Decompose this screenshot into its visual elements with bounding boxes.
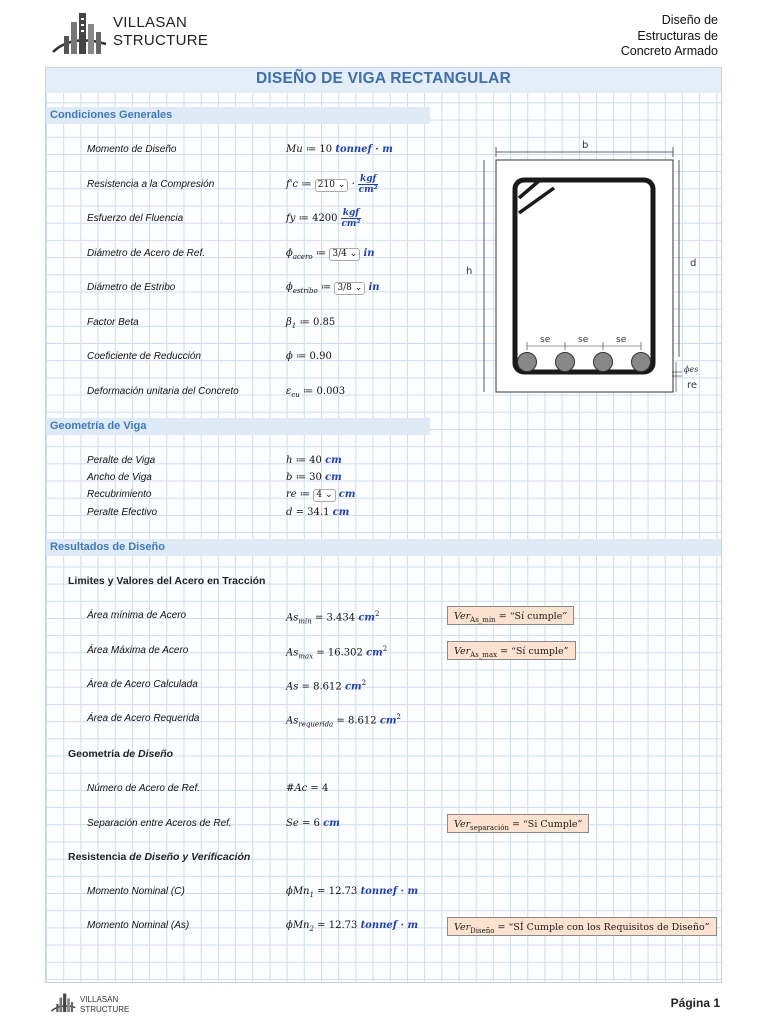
phi-acero-dropdown[interactable] [329, 248, 360, 261]
section-general [46, 107, 430, 124]
design-geometry-heading [68, 748, 173, 760]
rebar-3 [594, 353, 613, 372]
fy-var: fy [286, 213, 296, 224]
section-results-label: Resultados de Diseño [50, 541, 165, 553]
logo-wordmark [113, 14, 208, 50]
phi-acero-value: 3/4 [332, 249, 347, 259]
sep-formula: Se = 6 cm [286, 818, 340, 829]
moment-value[interactable]: 10 [319, 144, 333, 155]
ecu-value[interactable]: 0.003 [316, 386, 346, 397]
d-unit: cm [332, 507, 350, 518]
phi-acero-label: Diámetro de Acero de Ref. [87, 248, 206, 259]
nac-label: Número de Acero de Ref. [87, 783, 201, 794]
mn2-formula: ϕMn$_2$ = 12.73 tonnef · m [286, 920, 419, 933]
asmax-check-value: “Sí cumple” [511, 646, 569, 657]
re-var: re [286, 489, 297, 500]
fy-label: Esfuerzo del Fluencia [87, 213, 184, 224]
header-line-2: Estructuras de [637, 28, 718, 43]
asreq-label: Área de Acero Requerida [87, 713, 200, 724]
ecu-sub: cu [291, 391, 300, 399]
beam-section-diagram [462, 135, 722, 397]
re-dropdown[interactable] [313, 489, 335, 502]
asmax-sub: max [298, 652, 314, 661]
mn2-value: 12.73 [328, 920, 358, 931]
phi-var: ϕ [286, 351, 293, 362]
d-var: d [286, 507, 293, 518]
phi-acero-unit: in [363, 248, 375, 259]
asmin-var: As [286, 612, 299, 624]
nac-formula: #Ac = 4 [286, 783, 329, 794]
footer-logo-line-2: STRUCTURE [80, 1004, 130, 1014]
sep-label: Separación entre Aceros de Ref. [87, 818, 232, 829]
chevron-down-icon: ⌄ [354, 283, 363, 293]
fc-var: f'c [286, 179, 299, 190]
fy-unit [341, 208, 361, 229]
re-unit: cm [338, 489, 356, 500]
asmin-unit: cm [358, 612, 376, 624]
building-logo-icon [50, 8, 112, 60]
phi-estribo-var: ϕ [286, 282, 293, 293]
phi-es-label: ϕes [684, 365, 699, 374]
mn1-value: 12.73 [328, 886, 358, 897]
sep-check-var: Ver [454, 819, 471, 830]
b-value[interactable]: 30 [309, 472, 322, 483]
sep-unit: cm [323, 818, 340, 829]
mn1-sub: 1 [309, 891, 314, 899]
phi-estribo-sub: estribo [292, 287, 318, 295]
se-label-3: se [616, 335, 627, 345]
limits-heading: Limites y Valores del Acero en Tracción [68, 575, 266, 587]
chevron-down-icon: ⌄ [337, 180, 346, 190]
asmin-label: Área mínima de Acero [87, 610, 187, 621]
section-geometry [46, 418, 430, 435]
as-formula: As = 8.612 $cm^2$ [286, 679, 367, 693]
asreq-formula: $As_{requerida} = 8.612$ $cm^2$ [286, 713, 401, 729]
re-value: 4 [316, 490, 323, 500]
phi-acero-var: ϕ [286, 248, 293, 259]
design-geometry-heading-a: Geometría [68, 748, 123, 760]
beta-formula: $\beta_1$ ≔ 0.85 [286, 317, 336, 330]
header-line-3: Concreto Armado [620, 44, 718, 58]
asreq-unit: cm [379, 715, 397, 727]
mn1-formula: ϕMn$_1$ = 12.73 tonnef · m [286, 886, 419, 899]
sep-check: Ver$_{separación}$ = “Si Cumple” [447, 814, 589, 833]
b-dim-label: b [582, 140, 589, 151]
fy-unit-den: cm² [341, 219, 361, 229]
ecu-label: Deformación unitaria del Concreto [87, 386, 239, 397]
as-label: Área de Acero Calculada [87, 679, 198, 690]
rebar-2 [556, 353, 575, 372]
design-check: Ver$_{Diseño}$ = “SÍ Cumple con los Requisitos de Diseño” [447, 917, 717, 936]
moment-unit: tonnef · m [335, 144, 393, 155]
section-results [46, 539, 721, 556]
mn2-unit: tonnef · m [360, 920, 419, 931]
mn1-unit: tonnef · m [360, 886, 419, 897]
mn1-var: ϕMn [286, 886, 310, 897]
h-label: Peralte de Viga [87, 455, 156, 466]
sep-check-sub: separación [470, 823, 509, 832]
beta-value[interactable]: 0.85 [312, 317, 336, 328]
phi-formula: ϕ ≔ 0.90 [286, 351, 332, 362]
d-value: 34.1 [307, 507, 330, 518]
sep-var: Se [286, 818, 299, 829]
fc-unit [358, 174, 378, 195]
moment-var: Mu [286, 144, 303, 155]
b-label: Ancho de Viga [87, 472, 152, 483]
asmin-sub: min [298, 617, 312, 626]
asmin-check-sub: As_min [470, 615, 496, 624]
page-number: Página 1 [670, 996, 720, 1010]
b-unit: cm [325, 472, 342, 483]
logo-line-1: VILLASAN [113, 14, 188, 31]
asmin-value: 3.434 [326, 612, 356, 624]
asmax-check: Ver$_{As\_max}$ = “Sí cumple” [447, 641, 576, 660]
resistance-heading-b: de Diseño y Verificación [129, 851, 251, 863]
moment-formula: Mu ≔ 10 tonnef · m [286, 144, 393, 155]
asmin-check-var: Ver [454, 611, 471, 622]
h-value[interactable]: 40 [309, 455, 322, 466]
h-dim-label: h [466, 266, 473, 277]
header-line-1: Diseño de [661, 13, 718, 27]
h-var: h [286, 455, 293, 466]
phi-acero-sub: acero [292, 253, 313, 261]
h-formula: h ≔ 40 cm [286, 455, 342, 466]
b-var: b [286, 472, 293, 483]
chevron-down-icon: ⌄ [349, 249, 358, 259]
asmin-check-value: “Sí cumple” [509, 611, 568, 622]
phi-estribo-formula: $\phi_{estribo}$ ≔ 3/8 ⌄ in [286, 282, 380, 295]
b-formula: b ≔ 30 cm [286, 472, 342, 483]
rebar-4 [632, 353, 651, 372]
logo-line-2: STRUCTURE [113, 32, 209, 49]
nac-var: #Ac [286, 783, 308, 794]
fc-label: Resistencia a la Compresión [87, 179, 215, 190]
building-logo-icon [50, 990, 78, 1016]
as-value: 8.612 [313, 681, 342, 693]
fc-unit-num: kgf [359, 174, 377, 184]
fy-unit-num: kgf [342, 208, 360, 218]
re-formula: re ≔ 4 ⌄ cm [286, 489, 356, 500]
design-check-sub: Diseño [470, 926, 495, 935]
asreq-value: 8.612 [348, 715, 377, 727]
design-check-var: Ver [454, 922, 471, 933]
header-subject [621, 13, 718, 60]
phi-estribo-label: Diámetro de Estribo [87, 282, 176, 293]
as-var: As [286, 681, 299, 693]
footer-wordmark [80, 995, 129, 1014]
asmax-value: 16.302 [327, 647, 363, 659]
fc-unit-den: cm² [358, 185, 378, 195]
mn2-sub: 2 [309, 925, 314, 933]
moment-label: Momento de Diseño [87, 144, 177, 155]
nac-value: 4 [321, 783, 329, 794]
h-unit: cm [325, 455, 342, 466]
asmax-check-sub: As_max [470, 650, 498, 659]
asmax-formula: $As_{max} = 16.302$ $cm^2$ [286, 645, 388, 661]
mn2-var: ϕMn [286, 920, 310, 931]
asmin-check: Ver$_{As\_min}$ = “Sí cumple” [447, 606, 574, 625]
mn2-label: Momento Nominal (As) [87, 920, 190, 931]
design-check-value: “SÍ Cumple con los Requisitos de Diseño” [508, 922, 710, 933]
design-geometry-heading-b: de Diseño [122, 748, 174, 760]
ecu-var: ε [286, 386, 292, 397]
d-label: Peralte Efectivo [87, 507, 158, 518]
fc-formula: f'c ≔ 210 ⌄ · $\frac{\text{kgf}}{\text{cm²}}$ [286, 174, 378, 195]
section-geometry-label: Geometría de Viga [50, 420, 147, 432]
asmax-unit: cm [366, 647, 383, 659]
footer-logo-line-1: VILLASAN [80, 995, 119, 1004]
phi-acero-formula: $\phi_{acero}$ ≔ 3/4 ⌄ in [286, 248, 375, 261]
beta-var: β [286, 317, 292, 328]
section-general-label: Condiciones Generales [50, 109, 173, 121]
se-label-1: se [540, 335, 551, 345]
beta-label: Factor Beta [87, 317, 139, 328]
phi-estribo-value: 3/8 [337, 283, 352, 293]
phi-value[interactable]: 0.90 [309, 351, 332, 362]
phi-estribo-unit: in [368, 282, 380, 293]
asmax-label: Área Máxima de Acero [87, 645, 189, 656]
page-title: DISEÑO DE VIGA RECTANGULAR [256, 70, 511, 87]
se-label-2: se [578, 335, 589, 345]
fc-dropdown[interactable] [315, 179, 349, 192]
resistance-heading-a: Resistencia [68, 851, 130, 863]
beta-sub: 1 [291, 322, 297, 330]
resistance-heading [68, 851, 250, 863]
d-dim-label: d [690, 258, 697, 269]
d-formula: d = 34.1 cm [286, 507, 350, 518]
re-label: Recubrimiento [87, 489, 152, 500]
asmin-formula: $As_{min} = 3.434$ $cm^2$ [286, 610, 380, 626]
rebar-1 [518, 353, 537, 372]
mn1-label: Momento Nominal (C) [87, 886, 185, 897]
fc-value: 210 [317, 180, 335, 190]
asmax-check-var: Ver [454, 646, 471, 657]
asreq-var: As [286, 715, 299, 727]
ecu-formula: $\varepsilon_{cu}$ ≔ 0.003 [286, 386, 346, 399]
phi-label: Coeficiente de Reducción [87, 351, 201, 362]
asmax-var: As [286, 647, 299, 659]
asreq-sub: requerida [298, 720, 334, 729]
sep-check-value: “Si Cumple” [522, 819, 583, 830]
chevron-down-icon: ⌄ [325, 490, 333, 500]
sep-value: 6 [313, 818, 320, 829]
fy-formula: fy ≔ 4200 $\frac{\text{kgf}}{\text{cm²}}$ [286, 208, 361, 229]
phi-estribo-dropdown[interactable] [334, 282, 365, 295]
re-dim-label: re [687, 380, 698, 391]
fy-value[interactable]: 4200 [312, 213, 338, 224]
as-unit: cm [344, 681, 362, 693]
